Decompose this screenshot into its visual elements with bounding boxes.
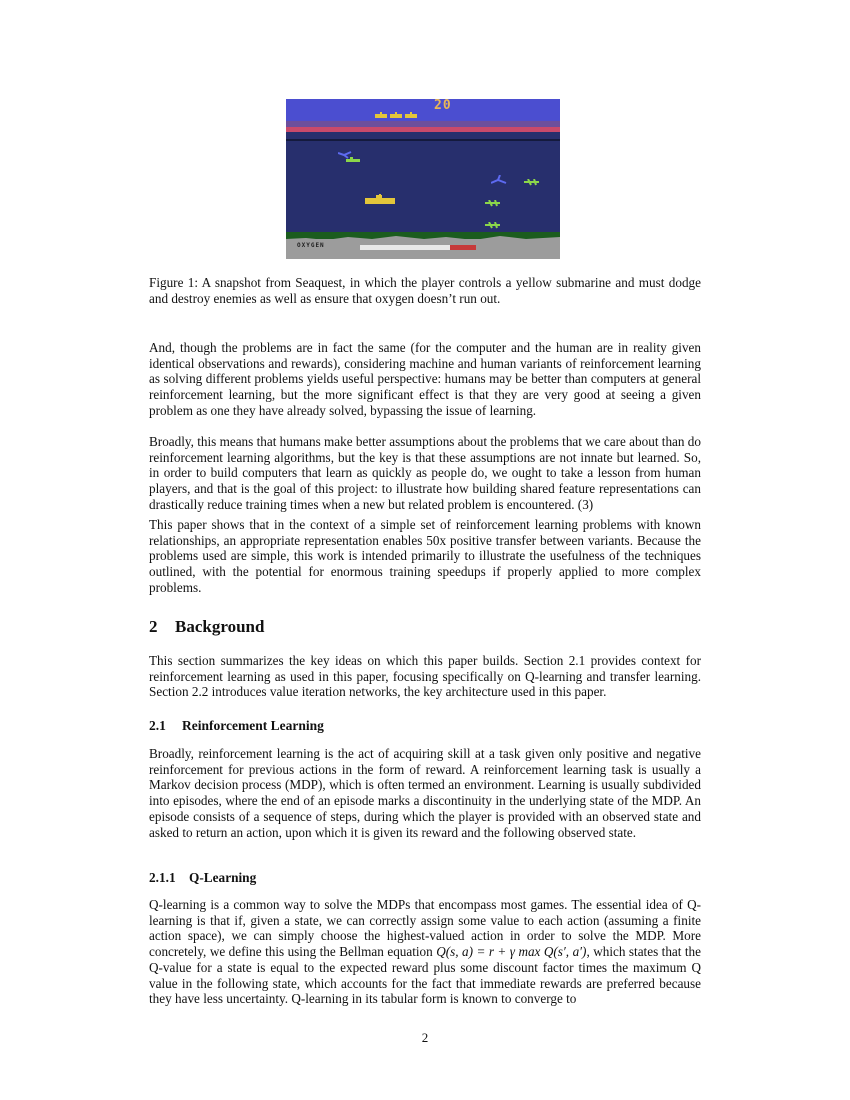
subsection-number: 2.1 (149, 718, 166, 733)
figure-caption: Figure 1: A snapshot from Seaquest, in which the player controls a yellow submarine and must dodge and destroy enemies as well as ensure that oxygen doesn’t run out. (149, 275, 701, 306)
diver-icon-2 (491, 175, 507, 185)
figure-water (286, 141, 560, 233)
paragraph-intro-3: This paper shows that in the context of a simple set of reinforcement learning problems with known relationships, an appropriate representation enables 50x positive transfer between variants. Because the problems used are simple, this work is intended primarily to illustrate the usefulness of the techniques outlined, with the potential for enormous training speedups if properly applied to more complex problems. (149, 517, 701, 595)
subsection-title: Reinforcement Learning (182, 718, 324, 733)
oxygen-label: OXYGEN (297, 242, 325, 249)
seaquest-figure (286, 99, 560, 259)
paragraph-intro-2: Broadly, this means that humans make better assumptions about the problems that we care about than do reinforcement learning algorithms, but the key is that these assumptions are not innate but learned. So, in order to build computers that learn as quickly as people do, we ought to take a lesson from human players, and that is the goal of this project: to illustrate how building shared feature representations can drastically reduce training times when a new but related problem is encountered. (3) (149, 434, 701, 512)
enemy-shark-icon-3 (485, 200, 500, 207)
oxygen-bar-track (360, 245, 476, 250)
enemy-shark-icon (346, 157, 360, 163)
subsection-heading-rl (149, 718, 324, 734)
paragraph-background: This section summarizes the key ideas on which this paper builds. Section 2.1 provides context for reinforcement learning as used in this paper, focusing specifically on Q-learning and transfer learning. Section 2.2 introduces value iteration networks, the key architecture used in this paper. (149, 653, 701, 700)
bellman-equation: Q(s, a) = r + γ max Q(s′, a′) (436, 944, 587, 960)
subsubsection-title: Q-Learning (189, 870, 257, 885)
oxygen-bar-fill (360, 245, 450, 250)
qlearning-text-before: Q-learning is a common way to solve the MDPs that encompass most games. The essential idea of Q-learning is that if, given a state, we can correctly assign some value to each action (assuming a finite action space), we can simply choose the highest-valued action in order to solve the MDP. More concretely, we define this using the Bellman equation (149, 897, 701, 960)
section-number: 2 (149, 617, 158, 636)
qlearning-text-after: , which states that the Q-value for a state is equal to the expected reward plus some discount factor times the maximum Q value in the following state, which accounts for the fact that immediate rewards are preferred because they have less uncertainty. Q-learning in its tabular form is known to converge to (149, 944, 702, 1007)
paragraph-intro-1: And, though the problems are in fact the same (for the computer and the human are in reality given identical observations and rewards), considering machine and human variants of reinforcement learning as solving different problems yields useful perspective: humans may be better than computers at general reinforcement learning, but the more significant effect is that they are very good at seeing a given problem as one they have already solved, bypassing the issue of learning. (149, 340, 701, 418)
section-heading-background (149, 617, 264, 637)
page-number: 2 (421, 1030, 429, 1045)
enemy-shark-icon-4 (485, 222, 500, 229)
figure-floor-ridge (286, 233, 560, 243)
reserve-subs-icon (375, 111, 419, 119)
score-display: 20 (434, 99, 452, 113)
figure-surface-band-2 (286, 127, 560, 132)
paragraph-qlearning (149, 897, 701, 1007)
player-submarine-icon (365, 194, 395, 205)
subsubsection-heading-qlearning (149, 870, 256, 886)
paragraph-rl: Broadly, reinforcement learning is the act of acquiring skill at a task given only positive and negative reinforcement for previous actions in the form of reward. A reinforcement learning task is usually a Markov decision process (MDP), which is often termed an environment. Learning is usually subdivided into episodes, where the end of an episode marks a discontinuity in the underlying state of the MDP. An episode consists of a sequence of steps, during which the player is provided with an observed state and asked to return an action, upon which it is given its reward and the following observed state. (149, 746, 701, 840)
enemy-shark-icon-2 (524, 179, 539, 186)
subsubsection-number: 2.1.1 (149, 870, 176, 885)
section-title: Background (175, 617, 265, 636)
figure-sky (286, 99, 560, 121)
